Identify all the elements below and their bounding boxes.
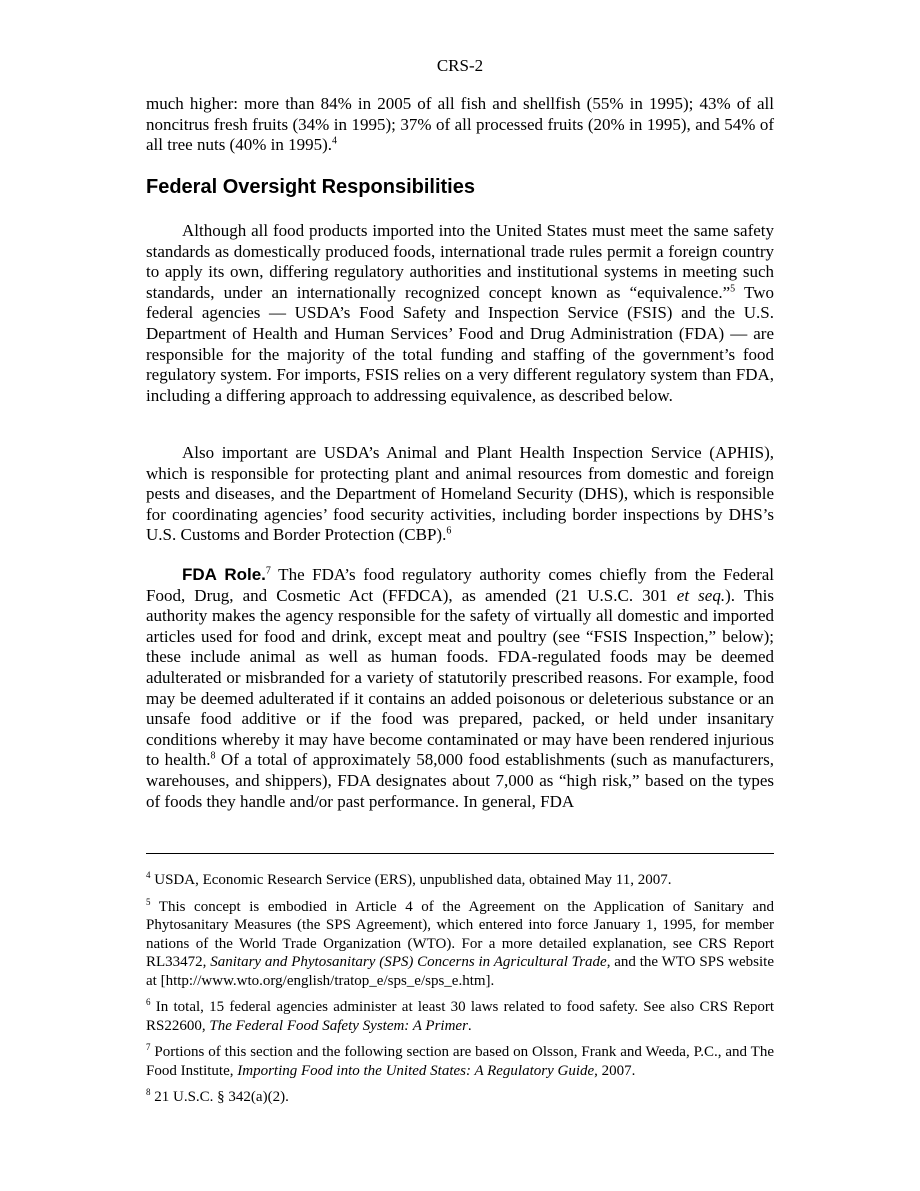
run-in-heading: FDA Role. — [182, 565, 266, 584]
footnote-ref-4[interactable]: 4 — [332, 135, 338, 147]
footnote — [146, 1088, 774, 1107]
paragraph-text: Two federal agencies — USDA’s Food Safety and Inspection Service (FSIS) and the U.S. Department of Health and Human Services’ Food and Drug Administration (FDA) — are responsible for the majority of the total funding and staffing of the government’s food regulatory system. For imports, FSIS relies on a very different regulatory system than FDA, including a differing approach to addressing equivalence, as described below. — [146, 282, 774, 405]
footnote-text: 21 U.S.C. § 342(a)(2). — [150, 1089, 289, 1105]
paragraph-text: The FDA’s food regulatory authority comes chiefly from the Federal Food, Drug, and Cosmetic Act (FFDCA), as amended (21 U.S.C. 301 — [146, 565, 775, 605]
footnote-number: 6 — [146, 997, 151, 1007]
footnote-italic: The Federal Food Safety System: A Primer — [209, 1017, 468, 1034]
page-number: CRS-2 — [436, 56, 484, 75]
footnote-text: Portions of this section and the following section are based on Olsson, Frank and Weeda, P.C., and The Food Institute, — [146, 1044, 774, 1079]
footnote — [146, 898, 774, 991]
paragraph-fda-role — [146, 565, 774, 812]
intro-text: much higher: more than 84% in 2005 of all fish and shellfish (55% in 1995); 43% of all noncitrus fresh fruits (34% in 1995); 37% of all processed fruits (20% in 1995), and 54% of all tree nuts (40% in 1995). — [146, 94, 774, 155]
paragraph-text: Also important are USDA’s Animal and Plant Health Inspection Service (APHIS), which is responsible for protecting plant and animal resources from domestic and foreign pests and diseases, and the Department of Homeland Security (DHS), which is responsible for coordinating agencies’ food security activities, including border inspections by DHS’s U.S. Customs and Border Protection (CBP). — [146, 443, 774, 545]
footnote — [146, 871, 774, 890]
footnote-ref-5[interactable]: 5 — [730, 283, 736, 295]
footnote-number: 4 — [146, 870, 151, 880]
footnote-divider — [146, 853, 774, 854]
paragraph-text: Of a total of approximately 58,000 food establishments (such as manufacturers, warehouses, and shippers), FDA designates about 7,000 as “high risk,” based on the types of foods they handle and/or past performance. In general, FDA — [146, 750, 774, 811]
footnote-italic: Importing Food into the United States: A Regulatory Guide — [237, 1062, 595, 1079]
footnote-italic: Sanitary and Phytosanitary (SPS) Concerns in Agricultural Trade — [210, 954, 607, 970]
paragraph-oversight — [146, 221, 774, 406]
intro-paragraph — [146, 94, 774, 156]
footnote-number: 8 — [146, 1087, 151, 1097]
footnote-text: , 2007. — [594, 1062, 636, 1079]
footnote-ref-8[interactable]: 8 — [210, 750, 216, 762]
footnote-text: . — [467, 1017, 472, 1034]
footnote-text: , and the WTO SPS website at [http://www.wto.org/english/tratop_e/sps_e/sps_e.htm]. — [146, 954, 774, 989]
footnote-ref-7[interactable]: 7 — [265, 565, 271, 577]
footnote-text: USDA, Economic Research Service (ERS), unpublished data, obtained May 11, 2007. — [150, 872, 672, 888]
footnote-number: 5 — [146, 896, 151, 907]
footnote-text: This concept is embodied in Article 4 of the Agreement on the Application of Sanitary and Phytosanitary Measures (the SPS Agreement), which entered into force January 1, 1995, for member nations of the World Trade Organization (WTO). For a more detailed explanation, see CRS Report RL33472, — [146, 898, 774, 970]
footnote — [146, 998, 774, 1035]
paragraph-text: ). This authority makes the agency responsible for the safety of virtually all domestic and imported articles used for food and drink, except meat and poultry (see “FSIS Inspection,” below); these include animal as well as human foods. FDA-regulated foods may be deemed adulterated or misbranded for a variety of statutorily prescribed reasons. For example, food may be deemed adulterated if it contains an added poisonous or deleterious substance or an unsafe food additive or if the food was prepared, packed, or held under insanitary conditions whereby it may have become contaminated or may have been rendered injurious to health. — [146, 585, 775, 770]
footnotes — [146, 871, 774, 1115]
footnote-text: In total, 15 federal agencies administer at least 30 laws related to food safety. See also CRS Report RS22600, — [146, 999, 774, 1034]
paragraph-other-agencies — [146, 443, 774, 546]
footnote-ref-6[interactable]: 6 — [446, 525, 452, 537]
footnote — [146, 1043, 774, 1080]
italic-text: et seq. — [676, 585, 726, 605]
paragraph-text: Although all food products imported into the United States must meet the same safety standards as domestically produced foods, international trade rules permit a foreign country to apply its own, differing regulatory authorities and institutional systems in meeting such standards, under an internationally recognized concept known as “equivalence.” — [146, 221, 774, 302]
footnote-number: 7 — [146, 1042, 151, 1052]
section-heading: Federal Oversight Responsibilities — [146, 176, 475, 198]
